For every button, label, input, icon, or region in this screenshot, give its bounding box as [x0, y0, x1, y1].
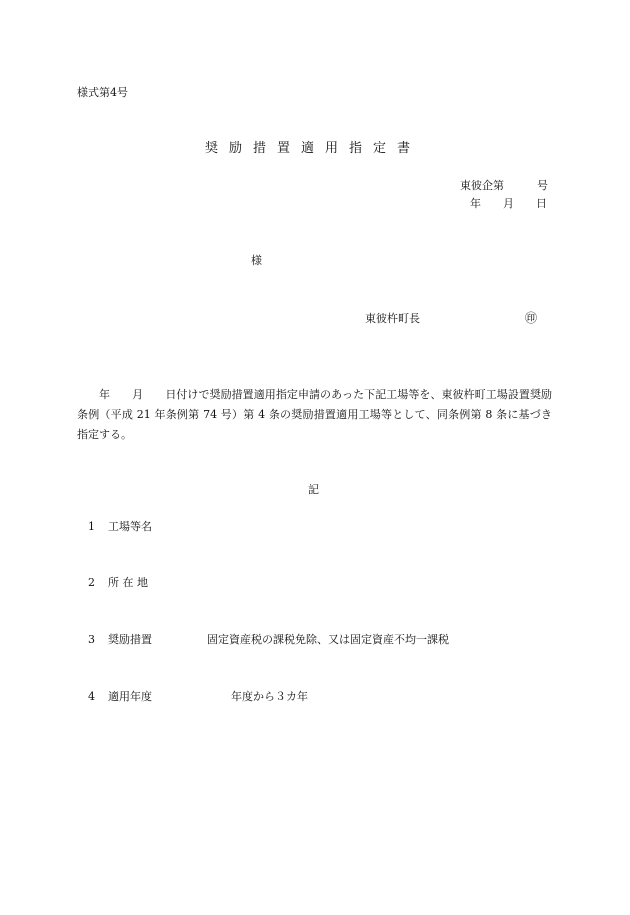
item-number: 2	[88, 576, 95, 589]
record-item-incentive	[88, 633, 449, 646]
seal-mark: ㊞	[525, 311, 538, 325]
item-label: 奨励措置	[108, 633, 152, 646]
record-item-factory-name	[88, 521, 152, 532]
item-number: 1	[88, 520, 95, 533]
body-paragraph: 年 月 日付けで奨励措置適用指定申請のあった下記工場等を、東彼杵町工場設置奨励条例（平成 21 年条例第 74 号）第 4 条の奨励措置適用工場等として、同条例第 8 条に基づき指定する。	[77, 388, 552, 441]
document-title: 奨励措置適用指定書	[205, 141, 422, 156]
item-number: 4	[88, 690, 95, 703]
recipient-suffix: 様	[251, 254, 262, 267]
record-item-location	[88, 577, 148, 588]
document-date: 年 月 日	[470, 197, 547, 210]
issuer-name: 東彼杵町長	[365, 312, 420, 325]
item-value: 年度から３カ年	[231, 690, 308, 703]
item-value: 固定資産税の課税免除、又は固定資産不均一課税	[207, 633, 449, 646]
record-item-period	[88, 690, 308, 703]
item-label: 適用年度	[108, 690, 152, 703]
document-number: 東彼企第 号	[460, 179, 548, 192]
item-label: 工場等名	[108, 520, 152, 533]
item-number: 3	[88, 633, 95, 646]
record-heading: 記	[308, 483, 319, 496]
form-number: 様式第4号	[77, 86, 128, 99]
item-label: 所 在 地	[108, 576, 148, 589]
